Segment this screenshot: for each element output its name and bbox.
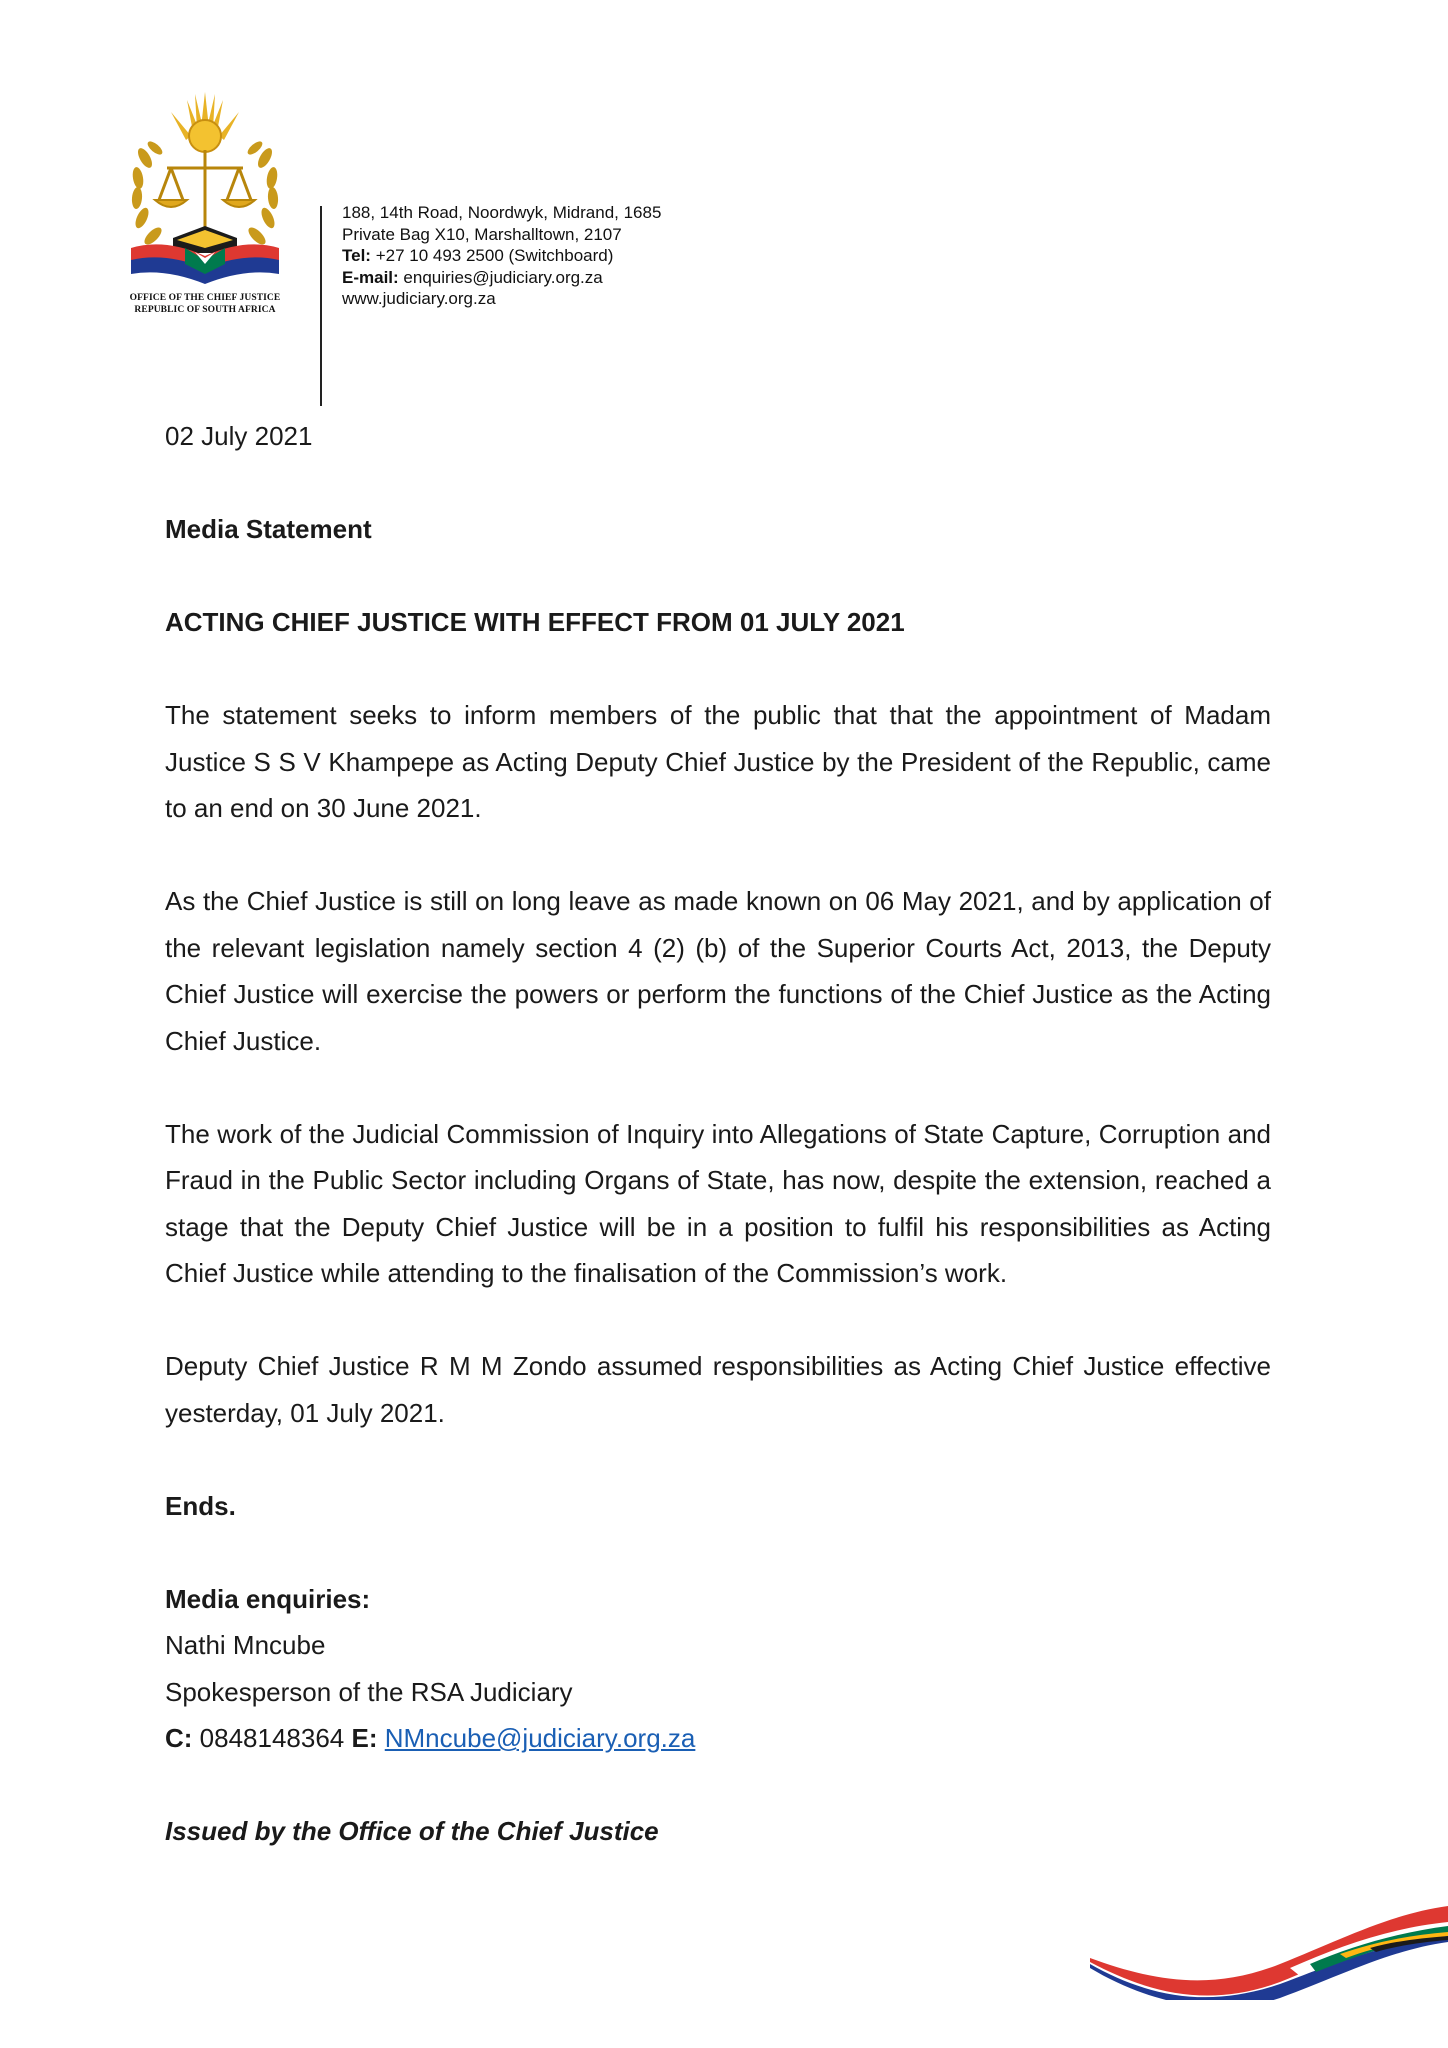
email-label: E-mail:	[342, 267, 399, 287]
letterhead-divider	[320, 206, 322, 406]
contact-details	[165, 1715, 1271, 1762]
south-african-flag-wave-icon	[1090, 1880, 1448, 2000]
paragraph-4: Deputy Chief Justice R M M Zondo assumed responsibilities as Acting Chief Justice effective yesterday, 01 July 2021.	[165, 1351, 1271, 1428]
telephone-value: +27 10 493 2500 (Switchboard)	[375, 246, 614, 265]
paragraph-1: The statement seeks to inform members of the public that that the appointment of Madam Justice S S V Khampepe as Acting Deputy Chief Justice by the President of the Republic, came to an end on 30 June 2021.	[165, 700, 1271, 823]
contact-name: Nathi Mncube	[165, 1630, 326, 1660]
cell-value: 0848148364	[199, 1723, 345, 1753]
website-line[interactable]: www.judiciary.org.za	[342, 289, 496, 308]
contact-email-label: E:	[351, 1723, 378, 1753]
address-block	[342, 202, 661, 310]
statement-date: 02 July 2021	[165, 421, 313, 451]
document-type: Media Statement	[165, 514, 372, 544]
letterhead	[125, 88, 725, 328]
email-value[interactable]: enquiries@judiciary.org.za	[403, 267, 603, 287]
email-line	[342, 267, 661, 289]
contact-email-link[interactable]: NMncube@judiciary.org.za	[384, 1723, 696, 1753]
paragraph-3: The work of the Judicial Commission of Inquiry into Allegations of State Capture, Corruption and Fraud in the Public Sector including Organs of State, has now, despite the extension, reached a stage that the Deputy Chief Justice will be in a position to fulfil his responsibilities as Acting Chief Justice while attending to the finalisation of the Commission’s work.	[165, 1118, 1271, 1288]
crest-caption-line1: OFFICE OF THE CHIEF JUSTICE	[129, 293, 281, 303]
statement-body	[165, 413, 1271, 1901]
media-contact-block	[165, 1576, 1271, 1762]
statement-headline: ACTING CHIEF JUSTICE WITH EFFECT FROM 01 JULY 2021	[165, 607, 905, 637]
cell-label: C:	[165, 1723, 193, 1753]
telephone-line	[342, 245, 661, 267]
issued-by: Issued by the Office of the Chief Justice	[165, 1816, 659, 1846]
crest-caption	[119, 292, 291, 316]
judiciary-crest-icon	[125, 88, 285, 288]
crest-caption-line2: REPUBLIC OF SOUTH AFRICA	[134, 305, 276, 315]
telephone-label: Tel:	[342, 246, 371, 265]
address-line1: 188, 14th Road, Noordwyk, Midrand, 1685	[342, 203, 662, 222]
paragraph-2: As the Chief Justice is still on long leave as made known on 06 May 2021, and by application of the relevant legislation namely section 4 (2) (b) of the Superior Courts Act, 2013, the Deputy Chief Justice will exercise the powers or perform the functions of the Chief Justice as the Acting Chief Justice.	[165, 886, 1271, 1056]
contact-title: Spokesperson of the RSA Judiciary	[165, 1676, 573, 1707]
media-enquiries-label: Media enquiries:	[165, 1583, 371, 1614]
address-line2: Private Bag X10, Marshalltown, 2107	[342, 224, 622, 244]
ends-marker: Ends.	[165, 1490, 236, 1521]
